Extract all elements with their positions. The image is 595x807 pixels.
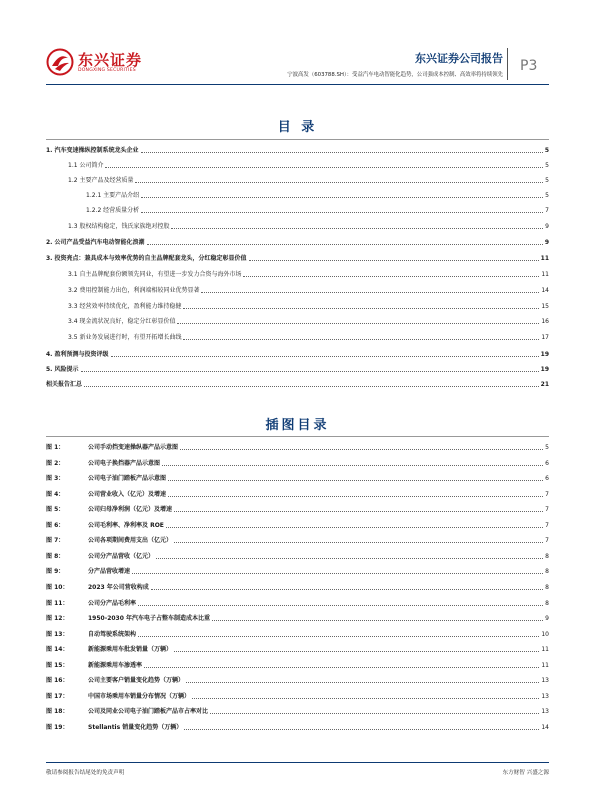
figure-leader-dots bbox=[184, 729, 539, 730]
toc-leader-dots bbox=[84, 386, 539, 387]
figure-entry-text: 新能源乘用车批发销量（万辆） bbox=[88, 646, 173, 654]
toc-entry[interactable] bbox=[46, 155, 549, 170]
figure-entry-page: 8 bbox=[545, 552, 549, 560]
report-title: 东兴证券公司报告 bbox=[415, 52, 503, 65]
figure-entry[interactable] bbox=[46, 717, 549, 732]
toc-entry-text: 1.3 股权结构稳定，钱氏家族绝对控股 bbox=[68, 223, 170, 230]
figure-entry-number: 图 9： bbox=[46, 568, 65, 576]
figure-entry-text: 公司归母净利润（亿元）及增速 bbox=[88, 506, 173, 514]
toc-entry[interactable] bbox=[46, 264, 549, 279]
figure-entry[interactable] bbox=[46, 437, 549, 452]
toc-entry-text: 3. 投资亮点：兼具成本与效率优势的自主品牌配套龙头，分红稳定彰显价值 bbox=[46, 255, 247, 262]
toc-entry-page: 5 bbox=[545, 177, 549, 184]
figure-entry-page: 11 bbox=[541, 646, 549, 654]
toc-entry-text: 3.5 新业务发展进行时，有望开拓增长曲线 bbox=[68, 334, 182, 341]
toc-entry-page: 17 bbox=[541, 334, 549, 341]
figure-entry-text: 公司电子油门踏板产品示意图 bbox=[88, 475, 167, 483]
figure-entry[interactable] bbox=[46, 577, 549, 592]
toc-entry-text: 3.1 自主品牌配套份额领先同业，有望进一步发力合资与海外市场 bbox=[68, 271, 242, 278]
footer-rule bbox=[46, 762, 549, 763]
figure-entry-number: 图 10： bbox=[46, 583, 69, 591]
figure-entry[interactable] bbox=[46, 624, 549, 639]
figures-title: 插图目录 bbox=[265, 418, 330, 433]
figure-entry[interactable] bbox=[46, 593, 549, 608]
figure-entry-number: 图 7： bbox=[46, 537, 65, 545]
toc-entry-page: 16 bbox=[541, 318, 549, 325]
figure-entry-number: 图 8： bbox=[46, 552, 65, 560]
toc-leader-dots bbox=[177, 323, 539, 324]
figure-leader-dots bbox=[174, 511, 543, 512]
toc-entry[interactable] bbox=[46, 296, 549, 311]
figure-entry-page: 8 bbox=[545, 599, 549, 607]
figure-entry[interactable] bbox=[46, 515, 549, 530]
toc-leader-dots bbox=[141, 212, 543, 213]
figure-leader-dots bbox=[151, 589, 543, 590]
figure-entry-number: 图 2： bbox=[46, 459, 65, 467]
toc-leader-dots bbox=[81, 371, 539, 372]
toc-entry[interactable] bbox=[46, 344, 549, 359]
figure-leader-dots bbox=[180, 449, 543, 450]
toc-entry[interactable] bbox=[46, 140, 549, 155]
toc-entry[interactable] bbox=[46, 185, 549, 200]
company-logo bbox=[46, 46, 143, 80]
toc-entry-text: 5. 风险提示 bbox=[46, 366, 79, 373]
figure-entry-text: 自动驾驶系统架构 bbox=[88, 630, 137, 638]
figure-entry-text: 公司分产品毛利率 bbox=[88, 599, 137, 607]
header-divider bbox=[507, 48, 508, 80]
figure-entry-page: 10 bbox=[541, 630, 549, 638]
footer-slogan: 东方财智 兴盛之源 bbox=[502, 770, 549, 776]
toc-entry[interactable] bbox=[46, 248, 549, 263]
toc-leader-dots bbox=[201, 292, 539, 293]
figure-entry-text: 公司各项期间费用支出（亿元） bbox=[88, 537, 173, 545]
figure-entry-number: 图 1： bbox=[46, 444, 65, 451]
toc-entry-page: 9 bbox=[545, 223, 549, 230]
figure-entry-page: 7 bbox=[545, 506, 549, 514]
figure-entry-page: 7 bbox=[545, 490, 549, 498]
figure-entry-page: 14 bbox=[541, 723, 549, 731]
toc-leader-dots bbox=[147, 244, 543, 245]
toc-entry-text: 3.4 现金流状况良好，稳定分红彰显价值 bbox=[68, 318, 176, 325]
toc-entry-page: 11 bbox=[541, 271, 549, 278]
figure-leader-dots bbox=[174, 651, 539, 652]
figure-leader-dots bbox=[192, 698, 539, 699]
figure-leader-dots bbox=[144, 667, 539, 668]
figure-entry-text: 2023 年公司营收构成 bbox=[88, 583, 149, 591]
toc-entry-text: 3.2 费用控制能力出色，利润端相较同业优势显著 bbox=[68, 287, 200, 294]
figure-entry-page: 9 bbox=[545, 615, 549, 623]
toc-entry[interactable] bbox=[46, 200, 549, 215]
figure-leader-dots bbox=[132, 573, 543, 574]
toc-entry-page: 5 bbox=[545, 162, 549, 169]
logo-text-cn: 东兴证券 bbox=[78, 51, 143, 69]
figure-entry-page: 13 bbox=[541, 692, 549, 700]
figure-entry[interactable] bbox=[46, 484, 549, 499]
toc-entry-page: 5 bbox=[545, 192, 549, 199]
report-subtitle: 宁波高发（603788.SH）：受益汽车电动智能化趋势，公司强成本控制、高效率将持续领先 bbox=[287, 72, 503, 78]
toc-entry[interactable] bbox=[46, 359, 549, 374]
toc-entry[interactable] bbox=[46, 374, 549, 389]
figure-entry-number: 图 3： bbox=[46, 475, 65, 483]
figure-entry-page: 7 bbox=[545, 521, 549, 529]
toc-entry-text: 2. 公司产品受益汽车电动智能化浪潮 bbox=[46, 239, 145, 246]
figure-entry-text: 公司毛利率、净利率及 ROE bbox=[88, 521, 164, 529]
toc-entry[interactable] bbox=[46, 280, 549, 295]
figure-leader-dots bbox=[156, 558, 543, 559]
figure-entry-text: 公司分产品营收（亿元） bbox=[88, 552, 155, 560]
figure-entry-number: 图 11： bbox=[46, 599, 69, 607]
toc-title: 目 录 bbox=[277, 120, 318, 135]
figure-entry-text: 公司及同业公司电子油门踏板产品市占率对比 bbox=[88, 708, 209, 716]
figure-entry-number: 图 5： bbox=[46, 506, 65, 514]
toc-leader-dots bbox=[141, 197, 543, 198]
toc-entry-text: 1.2.1 主要产品介绍 bbox=[86, 192, 140, 199]
figure-entry-page: 6 bbox=[545, 475, 549, 483]
toc-entry-text: 1. 汽车变速操纵控制系统龙头企业 bbox=[46, 147, 139, 154]
toc-entry-text: 1.2 主要产品及经营质量 bbox=[68, 177, 134, 184]
figure-entry-page: 13 bbox=[541, 677, 549, 685]
toc-entry-page: 19 bbox=[540, 351, 549, 358]
figure-entry[interactable] bbox=[46, 561, 549, 576]
figure-entry[interactable] bbox=[46, 530, 549, 545]
figure-entry-page: 8 bbox=[545, 568, 549, 576]
toc-entry-text: 1.2.2 经营质量分析 bbox=[86, 207, 140, 214]
figure-leader-dots bbox=[212, 620, 543, 621]
toc-leader-dots bbox=[243, 276, 539, 277]
toc-entry[interactable] bbox=[46, 216, 549, 231]
figure-entry[interactable] bbox=[46, 453, 549, 468]
toc-entry-page: 19 bbox=[540, 366, 549, 373]
toc-entry-text: 相关报告汇总 bbox=[46, 381, 83, 388]
toc-entry-page: 7 bbox=[545, 207, 549, 214]
figure-leader-dots bbox=[162, 465, 543, 466]
figure-entry-text: Stellantis 销量变化趋势（万辆） bbox=[88, 723, 183, 731]
figure-leader-dots bbox=[168, 496, 543, 497]
toc-entry-page: 14 bbox=[541, 287, 549, 294]
toc-entry-page: 15 bbox=[541, 303, 549, 310]
toc-entry[interactable] bbox=[46, 170, 549, 185]
figure-entry[interactable] bbox=[46, 655, 549, 670]
figure-entry-page: 5 bbox=[545, 444, 549, 451]
figure-entry-number: 图 19： bbox=[46, 723, 69, 731]
figure-entry-text: 新能源乘用车渗透率 bbox=[88, 661, 143, 669]
figure-entry-text: 公司营业收入（亿元）及增速 bbox=[88, 490, 167, 498]
figure-leader-dots bbox=[138, 636, 539, 637]
figure-leader-dots bbox=[166, 527, 543, 528]
toc-entry-text: 4. 盈利预测与投资评级 bbox=[46, 351, 109, 358]
figure-entry-number: 图 18： bbox=[46, 708, 69, 716]
toc-entry-page: 11 bbox=[540, 255, 549, 262]
toc-leader-dots bbox=[141, 152, 543, 153]
page-number: P3 bbox=[520, 58, 538, 74]
toc-leader-dots bbox=[105, 167, 543, 168]
figure-entry-number: 图 13： bbox=[46, 630, 69, 638]
figure-entry[interactable] bbox=[46, 639, 549, 654]
figure-entry-page: 6 bbox=[545, 459, 549, 467]
figure-entry-text: 分产品营收增速 bbox=[88, 568, 131, 576]
figure-entry-text: 1950-2030 年汽车电子占整车制造成本比重 bbox=[88, 615, 210, 623]
figure-entry-page: 11 bbox=[541, 661, 549, 669]
toc-entry[interactable] bbox=[46, 327, 549, 342]
logo-text-en: DONGXING SECURITIES bbox=[78, 68, 136, 73]
figure-entry-number: 图 6： bbox=[46, 521, 65, 529]
figure-entry-page: 8 bbox=[545, 583, 549, 591]
toc-leader-dots bbox=[249, 260, 539, 261]
figure-entry-text: 公司主要客户销量变化趋势（万辆） bbox=[88, 677, 185, 685]
toc-entry-page: 9 bbox=[544, 239, 549, 246]
toc-leader-dots bbox=[111, 356, 539, 357]
figure-leader-dots bbox=[174, 542, 543, 543]
toc-entry[interactable] bbox=[46, 311, 549, 326]
figure-leader-dots bbox=[168, 480, 543, 481]
toc-entry-page: 5 bbox=[544, 147, 549, 154]
figure-leader-dots bbox=[210, 713, 539, 714]
toc-entry-page: 21 bbox=[540, 381, 549, 388]
figure-entry-text: 公司电子换挡器产品示意图 bbox=[88, 459, 161, 467]
footer-disclaimer: 敬请参阅报告结尾处的免责声明 bbox=[46, 770, 125, 776]
logo-mark-icon bbox=[46, 48, 74, 76]
toc-entry[interactable] bbox=[46, 232, 549, 247]
toc-entry-text: 3.3 经营效率持续优化，盈利能力维持稳健 bbox=[68, 303, 182, 310]
figure-entry-number: 图 17： bbox=[46, 692, 69, 700]
toc-leader-dots bbox=[183, 339, 539, 340]
figure-entry[interactable] bbox=[46, 546, 549, 561]
figure-entry-text: 公司手动挡变速操纵器产品示意图 bbox=[88, 444, 179, 451]
figure-entry-page: 7 bbox=[545, 537, 549, 545]
toc-leader-dots bbox=[183, 308, 539, 309]
figure-entry-number: 图 4： bbox=[46, 490, 65, 498]
figure-leader-dots bbox=[138, 605, 543, 606]
toc-leader-dots bbox=[135, 182, 543, 183]
figure-leader-dots bbox=[186, 682, 539, 683]
header-rule bbox=[46, 84, 549, 85]
figure-entry-page: 13 bbox=[541, 708, 549, 716]
figure-entry[interactable] bbox=[46, 701, 549, 716]
figure-entry[interactable] bbox=[46, 670, 549, 685]
toc-entry-text: 1.1 公司简介 bbox=[68, 162, 104, 169]
figure-entry[interactable] bbox=[46, 468, 549, 483]
figure-entry[interactable] bbox=[46, 686, 549, 701]
figure-entry-number: 图 15： bbox=[46, 661, 69, 669]
figure-entry[interactable] bbox=[46, 608, 549, 623]
figure-entry-number: 图 16： bbox=[46, 677, 69, 685]
figure-entry-text: 中国市场乘用车销量分布情况（万辆） bbox=[88, 692, 191, 700]
toc-leader-dots bbox=[171, 228, 543, 229]
figure-entry-number: 图 14： bbox=[46, 646, 69, 654]
figure-entry[interactable] bbox=[46, 499, 549, 514]
figure-entry-number: 图 12： bbox=[46, 615, 69, 623]
